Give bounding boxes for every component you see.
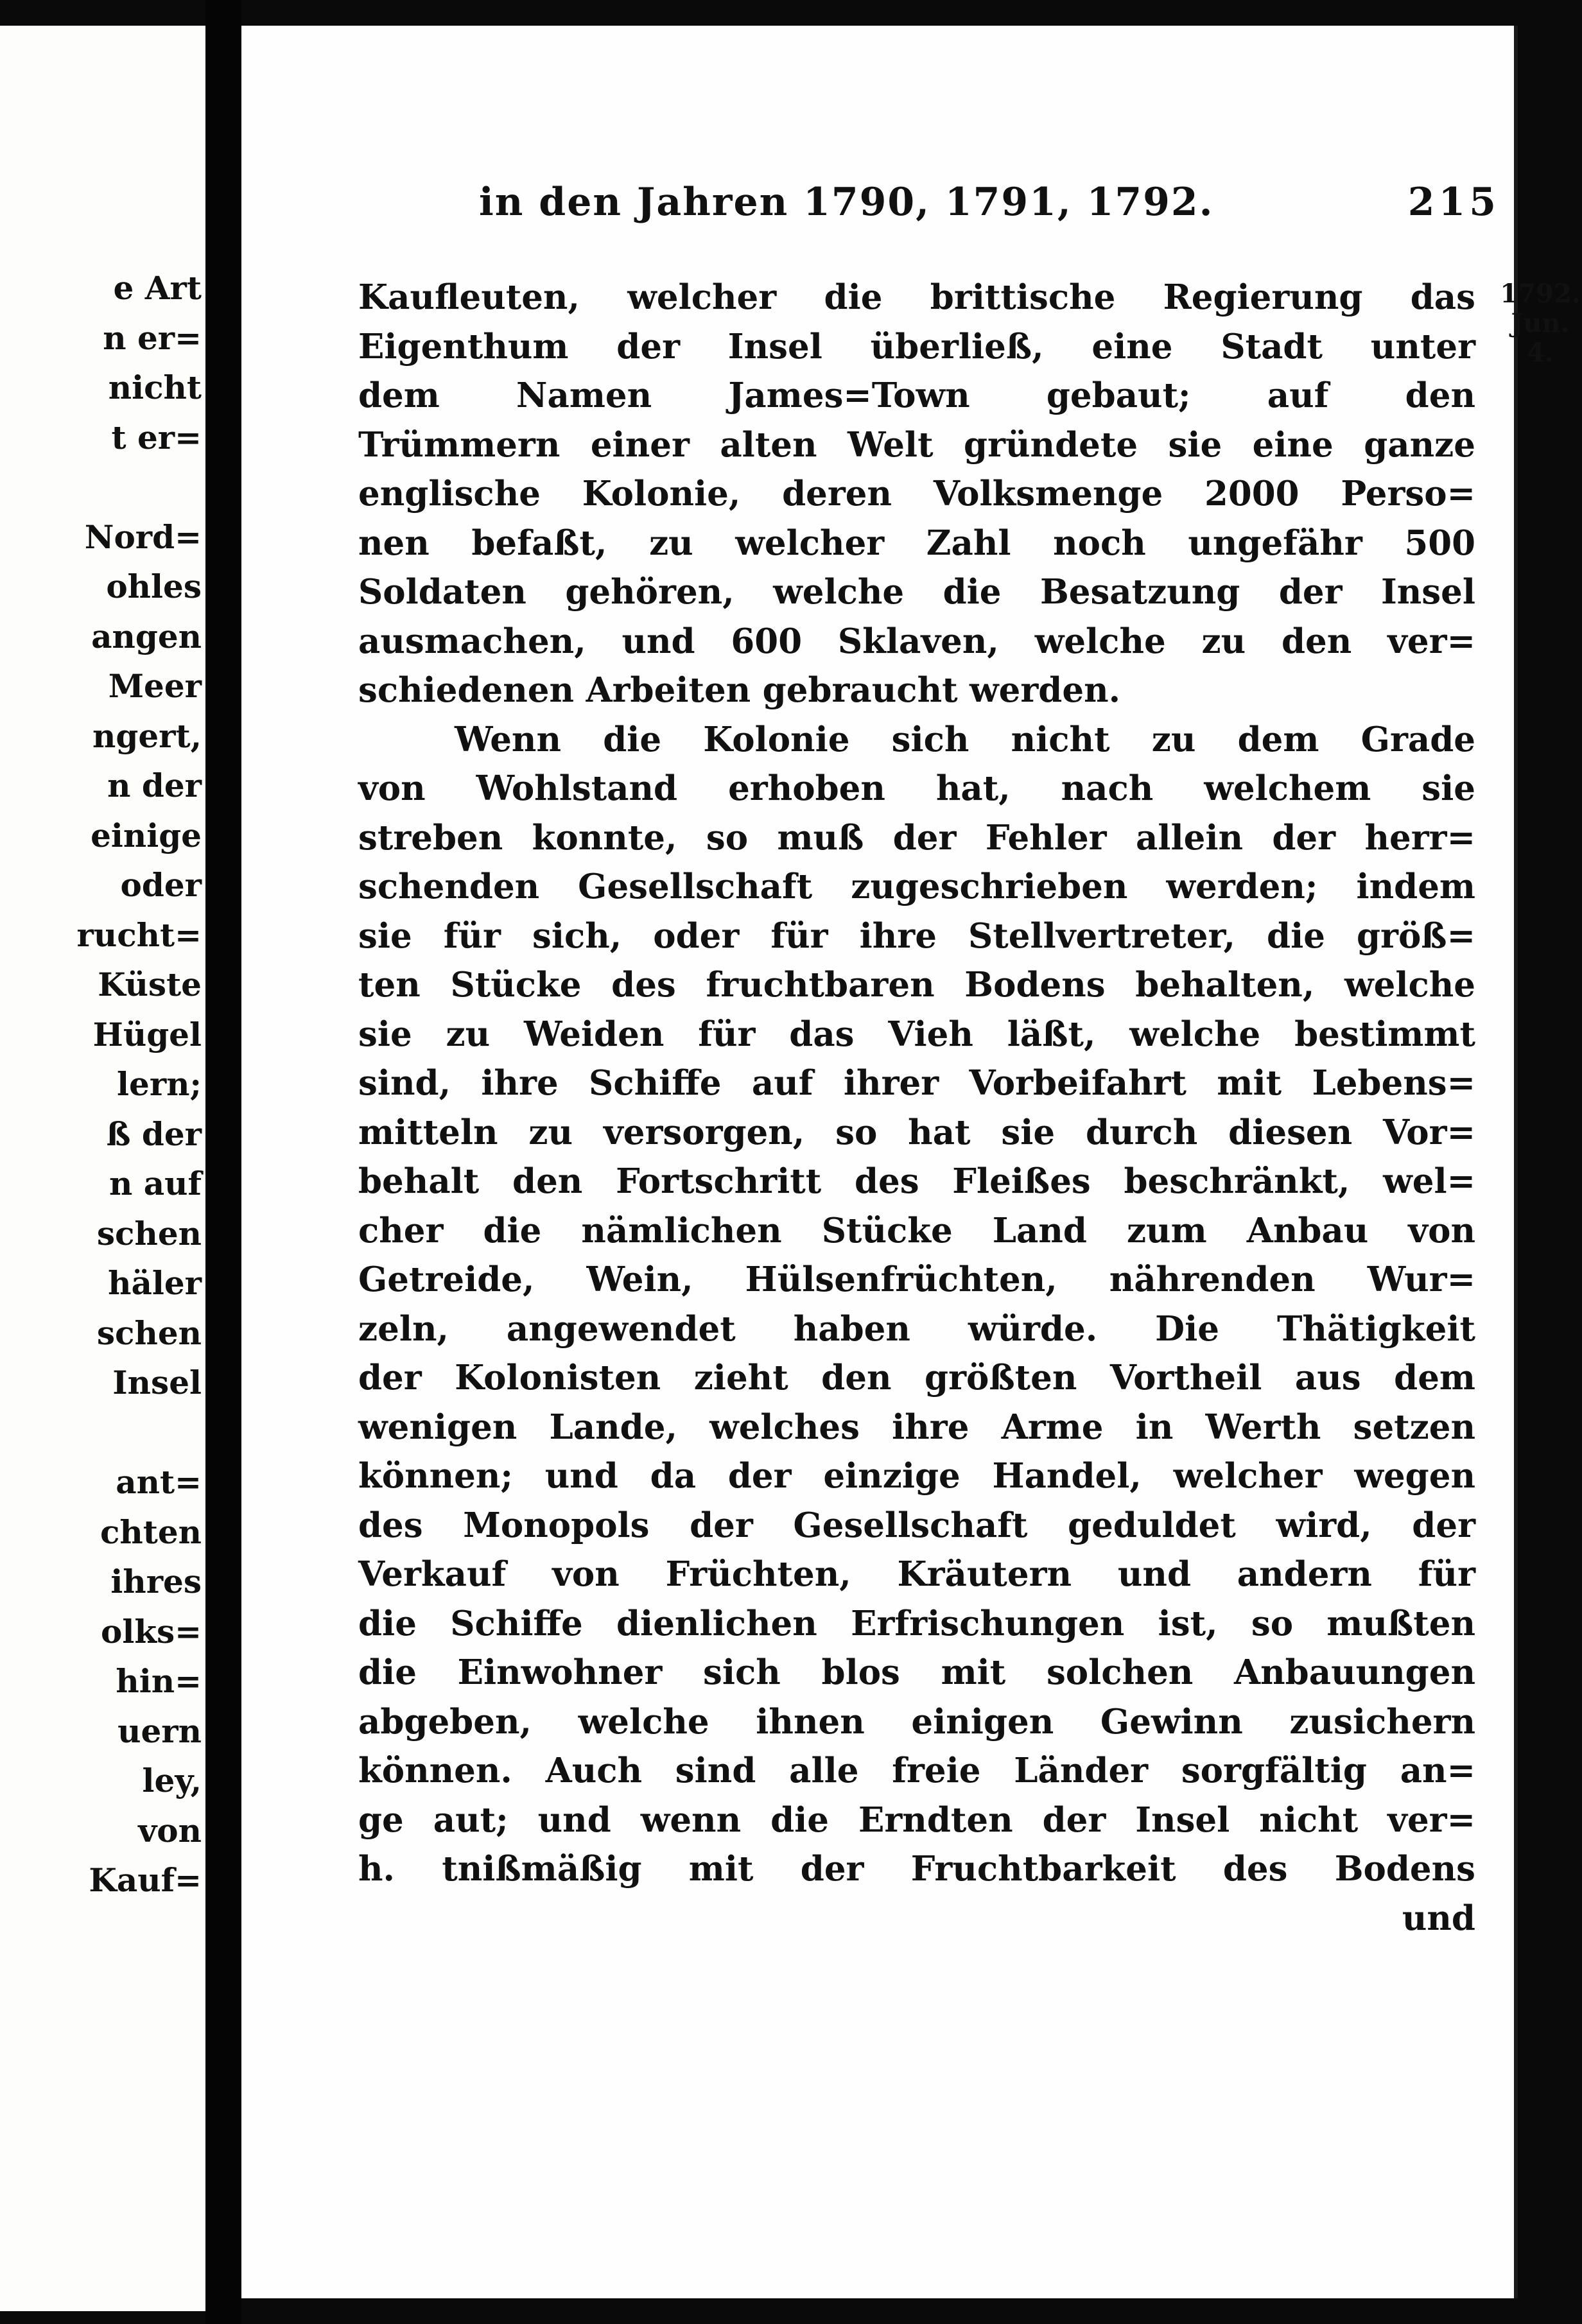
facing-page-line: ß der <box>106 1114 202 1153</box>
facing-page-line: e Art <box>113 269 202 307</box>
text-line: schiedenen Arbeiten gebraucht werden. <box>358 670 1121 710</box>
facing-page-line <box>77 1408 202 1458</box>
facing-page-line: angen <box>91 617 202 655</box>
facing-page-line: ant= <box>116 1463 202 1501</box>
facing-page-line: schen <box>96 1214 202 1253</box>
catchword: und <box>1402 1898 1475 1938</box>
text-line: dem Namen James=Town gebaut; auf den <box>358 376 1475 415</box>
text-line: von Wohlstand erhoben hat, nach welchem sie <box>358 768 1475 808</box>
facing-page-line: chten <box>100 1513 202 1551</box>
facing-page-line: Kauf= <box>89 1861 202 1899</box>
facing-page-line: ihres <box>110 1563 202 1600</box>
text-line: ausmachen, und 600 Sklaven, welche zu den ver= <box>358 621 1475 661</box>
text-line: Trümmern einer alten Welt gründete sie eine ganze <box>358 424 1475 465</box>
text-line: der Kolonisten zieht den größten Vortheil aus dem <box>358 1358 1475 1398</box>
facing-page-line: n er= <box>103 318 202 357</box>
text-line: nen befaßt, zu welcher Zahl noch ungefähr 500 <box>358 523 1475 563</box>
facing-page-line: Meer <box>108 667 202 705</box>
facing-page-line: ohles <box>106 568 202 605</box>
facing-page-line: häler <box>108 1264 202 1302</box>
margin-day: 4. <box>1527 338 1554 368</box>
text-line: Soldaten gehören, welche die Besatzung der Insel <box>358 572 1475 612</box>
facing-page-line: olks= <box>100 1612 202 1651</box>
facing-page-line: Küste <box>98 966 202 1003</box>
facing-page-line: hin= <box>116 1662 202 1700</box>
text-line: können. Auch sind alle freie Länder sorgfältig an= <box>358 1751 1475 1791</box>
facing-page-line: von <box>138 1811 202 1850</box>
facing-page-line: einige <box>91 816 202 854</box>
facing-page-line: t er= <box>111 418 202 456</box>
text-line: behalt den Fortschritt des Fleißes beschränkt, wel= <box>358 1161 1475 1201</box>
body-text <box>358 273 1475 1943</box>
text-line: abgeben, welche ihnen einigen Gewinn zusichern <box>358 1701 1475 1742</box>
facing-page-line: lern; <box>117 1065 202 1103</box>
facing-page-line: schen <box>96 1314 202 1352</box>
margin-date-note <box>1499 279 1582 368</box>
facing-page-line: Nord= <box>84 517 202 556</box>
text-line: schenden Gesellschaft zugeschrieben werden; indem <box>358 867 1475 906</box>
facing-page-line: ngert, <box>92 716 202 755</box>
facing-page-line: nicht <box>108 369 202 406</box>
page-number: 215 <box>1407 180 1500 225</box>
text-line: sie für sich, oder für ihre Stellvertreter, die größ= <box>358 915 1475 956</box>
text-line: h. tnißmäßig mit der Fruchtbarkeit des Bodens <box>358 1849 1475 1889</box>
facing-page-line: n auf <box>109 1165 202 1202</box>
text-line: sind, ihre Schiffe auf ihrer Vorbeifahrt mit Lebens= <box>358 1063 1475 1103</box>
facing-page-line: Insel <box>112 1364 202 1401</box>
text-line: die Schiffe dienlichen Erfrischungen ist, so mußten <box>358 1603 1475 1643</box>
main-page <box>241 26 1581 2298</box>
text-line: Wenn die Kolonie sich nicht zu dem Grade <box>455 719 1475 759</box>
text-line: mitteln zu versorgen, so hat sie durch diesen Vor= <box>358 1112 1475 1152</box>
text-line: Verkauf von Früchten, Kräutern und andern für <box>358 1554 1475 1594</box>
facing-page-line: rucht= <box>76 915 202 954</box>
facing-page-line: Hügel <box>92 1015 202 1054</box>
text-line: zeln, angewendet haben würde. Die Thätigkeit <box>358 1308 1475 1349</box>
facing-page-line: oder <box>120 866 202 904</box>
facing-page-line: ley, <box>142 1762 202 1799</box>
margin-year: 1792. <box>1500 279 1581 309</box>
margin-month: Jun. <box>1511 308 1570 338</box>
text-line: englische Kolonie, deren Volksmenge 2000 Perso= <box>358 474 1475 514</box>
text-line: sie zu Weiden für das Vieh läßt, welche bestimmt <box>358 1014 1475 1054</box>
text-line: die Einwohner sich blos mit solchen Anbauungen <box>358 1652 1475 1692</box>
text-line: Eigenthum der Insel überließ, eine Stadt unter <box>358 326 1475 367</box>
text-line: ten Stücke des fruchtbaren Bodens behalten, welche <box>358 965 1475 1005</box>
facing-page-line <box>77 462 202 512</box>
book-gutter <box>205 0 241 2324</box>
facing-page-text <box>77 263 202 1905</box>
running-head <box>479 180 1500 225</box>
facing-page <box>0 26 205 2311</box>
facing-page-line: n der <box>107 767 202 804</box>
text-line: wenigen Lande, welches ihre Arme in Werth setzen <box>358 1407 1475 1447</box>
text-line: cher die nämlichen Stücke Land zum Anbau von <box>358 1210 1475 1251</box>
text-line: Kaufleuten, welcher die brittische Regierung das <box>358 277 1475 317</box>
facing-page-line: uern <box>117 1712 202 1750</box>
text-line: streben konnte, so muß der Fehler allein der herr= <box>358 817 1475 858</box>
text-line: Getreide, Wein, Hülsenfrüchten, nährenden Wur= <box>358 1260 1475 1299</box>
text-line: ge aut; und wenn die Erndten der Insel nicht ver= <box>358 1799 1475 1840</box>
running-head-title: in den Jahren 1790, 1791, 1792. <box>479 180 1214 225</box>
text-line: können; und da der einzige Handel, welcher wegen <box>358 1456 1475 1496</box>
text-line: des Monopols der Gesellschaft geduldet wird, der <box>358 1505 1475 1545</box>
